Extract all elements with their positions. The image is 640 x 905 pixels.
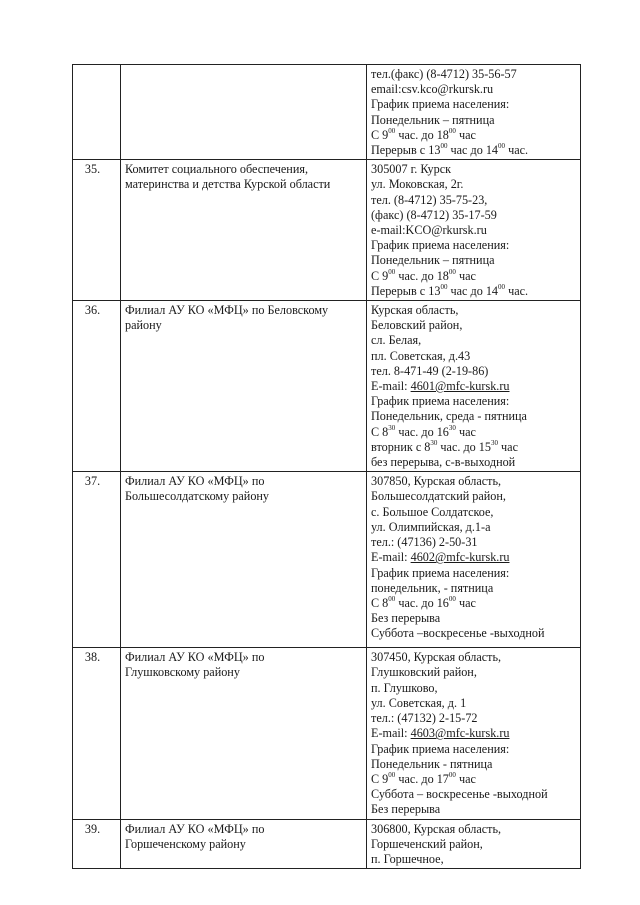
info-line: email:csv.kco@rkursk.ru xyxy=(371,82,494,97)
row-number: 36. xyxy=(84,303,101,318)
info-line: тел. (8-4712) 35-75-23, xyxy=(371,192,488,207)
info-line: Понедельник – пятница xyxy=(371,253,495,268)
info-line: 305007 г. Курск xyxy=(371,162,452,177)
info-line: тел. 8-471-49 (2-19-86) xyxy=(371,363,489,378)
row-number: 35. xyxy=(84,162,101,177)
info-line: понедельник, - пятница xyxy=(371,580,494,595)
info-line: e-mail:KCO@rkursk.ru xyxy=(371,223,487,238)
info-line: Глушковский район, xyxy=(371,665,477,680)
info-line: 307450, Курская область, xyxy=(371,650,502,665)
info-line: 306800, Курская область, xyxy=(371,821,502,836)
info-line: 307850, Курская область, xyxy=(371,474,502,489)
table-row xyxy=(73,472,581,648)
info-line-schedule: вторник с $8^{30}$ час. до $15^{30}$ час xyxy=(371,438,518,454)
info-line: п. Глушково, xyxy=(371,680,438,695)
info-line: тел.: (47136) 2-50-31 xyxy=(371,535,478,550)
info-line: ул. Моковская, 2г. xyxy=(371,177,464,192)
row-number-cell xyxy=(73,819,121,869)
table-row xyxy=(73,819,581,869)
info-line: с. Большое Солдатское, xyxy=(371,504,494,519)
email-link[interactable]: 4601@mfc-kursk.ru xyxy=(410,379,510,394)
info-line: График приема населения: xyxy=(371,97,510,112)
info-line: п. Горшечное, xyxy=(371,851,444,866)
info-line-email: E-mail: 4603@mfc-kursk.ru xyxy=(371,726,510,741)
table-row xyxy=(73,65,581,160)
row-name-line: Большесолдатскому району xyxy=(125,489,270,504)
info-line: График приема населения: xyxy=(371,394,510,409)
info-line: (факс) (8-4712) 35-17-59 xyxy=(371,207,497,222)
row-info-cell xyxy=(367,648,581,819)
info-line-schedule: С $9^{00}$ час. до $18^{00}$ час xyxy=(371,126,476,142)
row-name-cell xyxy=(121,648,367,819)
row-number-cell xyxy=(73,301,121,472)
info-line: Понедельник – пятница xyxy=(371,112,495,127)
row-number-cell xyxy=(73,648,121,819)
row-name-line: материнства и детства Курской области xyxy=(125,177,331,192)
row-number: 37. xyxy=(84,474,101,489)
info-line-schedule: С $8^{30}$ час. до $16^{30}$ час xyxy=(371,423,476,439)
row-number: 38. xyxy=(84,650,101,665)
info-line: Суббота – воскресенье -выходной xyxy=(371,787,548,802)
info-line: Без перерыва xyxy=(371,802,441,817)
info-line: Курская область, xyxy=(371,303,459,318)
info-line-schedule: С $8^{00}$ час. до $16^{00}$ час xyxy=(371,594,476,610)
table-row xyxy=(73,301,581,472)
row-name-line: Филиал АУ КО «МФЦ» по Беловскому xyxy=(125,303,329,318)
row-info-cell xyxy=(367,819,581,869)
email-link[interactable]: 4603@mfc-kursk.ru xyxy=(410,726,510,741)
row-info-cell xyxy=(367,472,581,648)
info-line-break: Перерыв с $13^{00}$ час до $14^{00}$ час. xyxy=(371,142,529,158)
info-line: сл. Белая, xyxy=(371,333,422,348)
row-name-line: Горшеченскому району xyxy=(125,836,246,851)
row-name-line: району xyxy=(125,318,162,333)
row-name-line: Глушковскому району xyxy=(125,665,240,680)
row-name-line: Комитет социального обеспечения, xyxy=(125,162,309,177)
row-name-line: Филиал АУ КО «МФЦ» по xyxy=(125,821,265,836)
row-number: 39. xyxy=(84,821,101,836)
table-row xyxy=(73,160,581,301)
info-line: Без перерыва xyxy=(371,611,441,626)
row-name-cell xyxy=(121,472,367,648)
row-number-cell xyxy=(73,65,121,160)
info-line-email: E-mail: 4601@mfc-kursk.ru xyxy=(371,379,510,394)
info-line: ул. Олимпийская, д.1-а xyxy=(371,519,491,534)
info-line: Понедельник, среда - пятница xyxy=(371,409,527,424)
info-line: Горшеченский район, xyxy=(371,836,483,851)
row-info-cell xyxy=(367,301,581,472)
institutions-table xyxy=(72,64,581,869)
info-line: тел.(факс) (8-4712) 35-56-57 xyxy=(371,67,517,81)
info-line-email: E-mail: 4602@mfc-kursk.ru xyxy=(371,550,510,565)
row-info-cell xyxy=(367,160,581,301)
info-line: Большесолдатский район, xyxy=(371,489,506,504)
row-name-line: Филиал АУ КО «МФЦ» по xyxy=(125,474,265,489)
info-line-schedule: С $9^{00}$ час. до $17^{00}$ час xyxy=(371,770,476,786)
row-name-cell xyxy=(121,819,367,869)
info-line: тел.: (47132) 2-15-72 xyxy=(371,711,478,726)
row-name-cell xyxy=(121,301,367,472)
info-line: Суббота –воскресенье -выходной xyxy=(371,626,545,641)
info-line: Понедельник - пятница xyxy=(371,756,493,771)
row-number-cell xyxy=(73,160,121,301)
table-row xyxy=(73,648,581,819)
info-line: без перерыва, с-в-выходной xyxy=(371,455,516,470)
email-link[interactable]: 4602@mfc-kursk.ru xyxy=(410,550,510,565)
info-line: пл. Советская, д.43 xyxy=(371,348,471,363)
row-name-line: Филиал АУ КО «МФЦ» по xyxy=(125,650,265,665)
info-line-schedule: С $9^{00}$ час. до $18^{00}$ час xyxy=(371,267,476,283)
row-name-cell xyxy=(121,65,367,160)
row-name-cell xyxy=(121,160,367,301)
info-line: График приема населения: xyxy=(371,238,510,253)
info-line: ул. Советская, д. 1 xyxy=(371,695,467,710)
info-line: Беловский район, xyxy=(371,318,463,333)
info-line: График приема населения: xyxy=(371,741,510,756)
row-number-cell xyxy=(73,472,121,648)
info-line-break: Перерыв с $13^{00}$ час до $14^{00}$ час. xyxy=(371,282,529,298)
row-info-cell xyxy=(367,65,581,160)
info-line: График приема населения: xyxy=(371,565,510,580)
